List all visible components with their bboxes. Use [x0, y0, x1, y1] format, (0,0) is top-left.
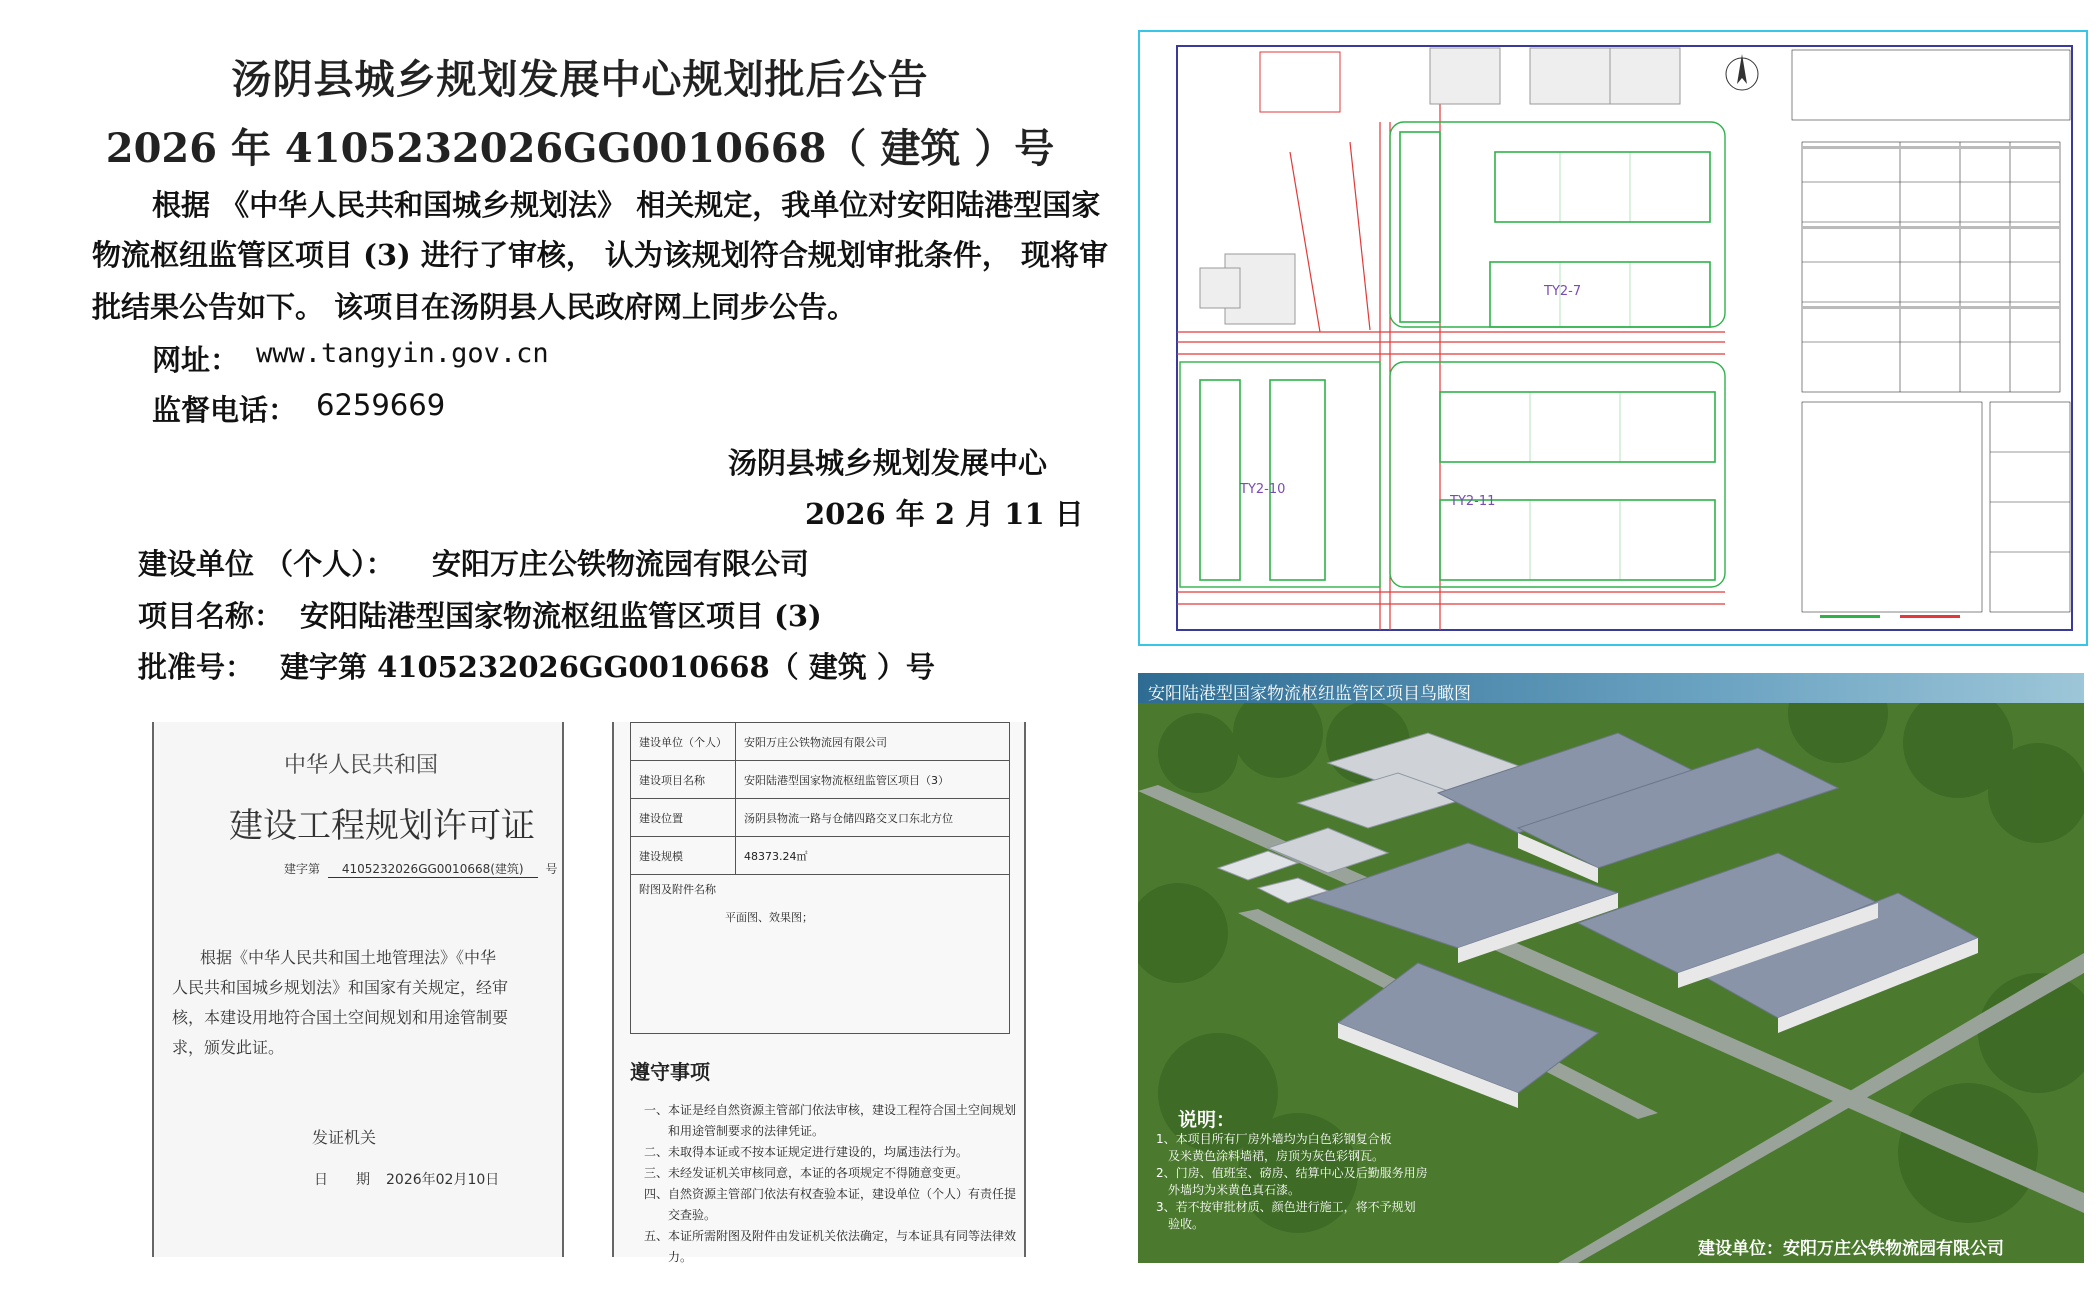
issuer: 汤阴县城乡规划发展中心 [728, 446, 1048, 480]
permit-number-row [284, 860, 557, 878]
parcel-label: TY2-7 [1544, 284, 1582, 299]
parcel-label: TY2-10 [1240, 482, 1286, 497]
builder-name: 安阳万庄公铁物流园有限公司 [432, 547, 810, 581]
parcel-label: TY2-11 [1450, 494, 1496, 509]
note-item: 四、自然资源主管部门依法有权查验本证，建设单位（个人）有责任提 [644, 1187, 1017, 1201]
phone-number: 6259669 [316, 388, 446, 422]
permit-detail-page [612, 722, 1026, 1264]
permit-basis-line-2: 人民共和国城乡规划法》和国家有关规定，经审 [172, 978, 509, 997]
notes-title: 遵守事项 [630, 1060, 710, 1084]
table-key: 建设项目名称 [631, 761, 736, 799]
permit-basis-line-3: 核，本建设用地符合国土空间规划和用途管制要 [172, 1008, 509, 1027]
north-arrow-icon [1726, 54, 1758, 90]
permit-number: 4105232026GG0010668(建筑) [328, 860, 538, 878]
phone-label: 监督电话： [152, 393, 298, 427]
table-key: 建设规模 [631, 837, 736, 875]
table-key: 建设单位（个人） [631, 723, 736, 761]
announcement-date: 2026 年 2 月 11 日 [805, 497, 1084, 531]
attachments-label: 附图及附件名称 [639, 883, 716, 896]
announcement-paragraph-line-2: 物流枢纽监管区项目 (3) 进行了审核， 认为该规划符合规划审批条件， 现将审 [92, 238, 1109, 272]
permit-date-label: 日 期 [314, 1172, 370, 1188]
aerial-description [1156, 1131, 1428, 1233]
description-line: 3、若不按审批材质、颜色进行施工，将不予规划 [1156, 1200, 1416, 1214]
description-line: 1、本项目所有厂房外墙均为白色彩钢复合板 [1156, 1132, 1392, 1146]
description-line: 外墙均为米黄色真石漆。 [1156, 1183, 1301, 1197]
permit-cover-page [152, 722, 564, 1257]
project-name: 安阳陆港型国家物流枢纽监管区项目 (3) [300, 599, 822, 633]
note-item: 一、本证是经自然资源主管部门依法审核，建设工程符合国土空间规划 [644, 1103, 1017, 1117]
table-row [631, 799, 1010, 837]
announcement-paragraph-line-3: 批结果公告如下。 该项目在汤阴县人民政府网上同步公告。 [92, 290, 857, 324]
site-plan-drawing [1138, 30, 2088, 646]
approval-number: 建字第 4105232026GG0010668（ 建筑 ）号 [280, 650, 935, 684]
attachments-value: 平面图、效果图； [725, 911, 813, 924]
table-row [631, 723, 1010, 761]
table-row [631, 761, 1010, 799]
announcement-paragraph-line-1: 根据 《中华人民共和国城乡规划法》 相关规定，我单位对安阳陆港型国家 [152, 188, 1101, 222]
note-item: 力。 [644, 1250, 693, 1264]
note-item: 五、本证所需附图及附件由发证机关依法确定，与本证具有同等法律效 [644, 1229, 1017, 1243]
description-line: 及米黄色涂料墙裙，房顶为灰色彩钢瓦。 [1156, 1149, 1385, 1163]
note-item: 交查验。 [644, 1208, 717, 1222]
permit-basis-line-4: 求，颁发此证。 [172, 1038, 285, 1057]
approval-label: 批准号： [138, 650, 255, 684]
permit-country: 中华人民共和国 [284, 753, 439, 778]
note-item: 二、未取得本证或不按本证规定进行建设的，均属违法行为。 [644, 1145, 969, 1159]
table-value: 48373.24㎡ [736, 837, 1010, 875]
aerial-builder: 建设单位：安阳万庄公铁物流园有限公司 [1698, 1239, 2004, 1259]
permit-number-prefix: 建字第 [284, 862, 321, 876]
permit-date: 2026年02月10日 [386, 1172, 500, 1188]
description-line: 验收。 [1156, 1217, 1205, 1231]
table-row [631, 875, 1010, 1034]
table-value: 汤阴县物流一路与仓储四路交叉口东北方位 [736, 799, 1010, 837]
aerial-render [1138, 673, 2084, 1263]
description-line: 2、门房、值班室、磅房、结算中心及后勤服务用房 [1156, 1166, 1428, 1180]
issuing-authority-label: 发证机关 [312, 1128, 377, 1147]
announcement-title: 汤阴县城乡规划发展中心规划批后公告 [231, 56, 929, 103]
permit-basis-line-1: 根据《中华人民共和国土地管理法》《中华 [200, 948, 497, 967]
table-key: 建设位置 [631, 799, 736, 837]
note-item: 三、未经发证机关审核同意，本证的各项规定不得随意变更。 [644, 1166, 969, 1180]
notes-list [644, 1100, 1016, 1268]
permit-number-suffix: 号 [545, 862, 558, 876]
builder-label: 建设单位 （个人）： [138, 547, 395, 581]
aerial-description-title: 说明： [1178, 1109, 1236, 1131]
permit-title: 建设工程规划许可证 [229, 806, 535, 846]
project-label: 项目名称： [138, 599, 284, 633]
table-value: 安阳万庄公铁物流园有限公司 [736, 723, 1010, 761]
table-row [631, 837, 1010, 875]
table-value: 安阳陆港型国家物流枢纽监管区项目（3） [736, 761, 1010, 799]
site-plan-svg [1140, 32, 2086, 644]
website-label: 网址： [152, 343, 240, 377]
website-link[interactable]: www.tangyin.gov.cn [256, 338, 549, 369]
note-item: 和用途管制要求的法律凭证。 [644, 1124, 825, 1138]
aerial-title: 安阳陆港型国家物流枢纽监管区项目鸟瞰图 [1148, 684, 1471, 704]
permit-info-table [630, 722, 1010, 1034]
announcement-number: 2026 年 4105232026GG0010668（ 建筑 ）号 [105, 125, 1055, 172]
